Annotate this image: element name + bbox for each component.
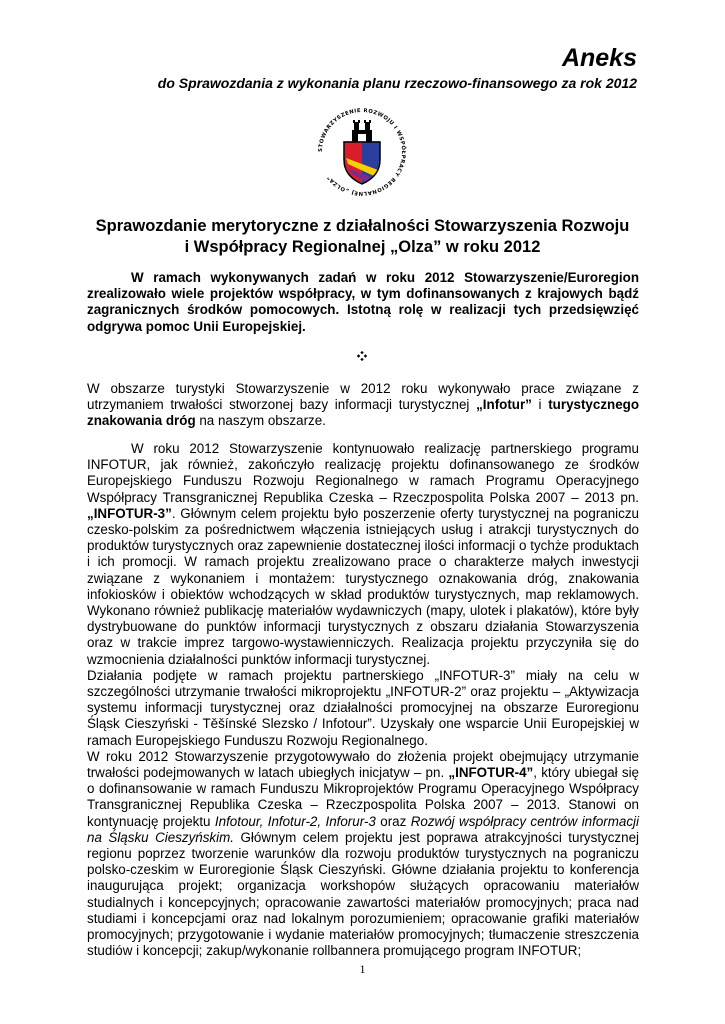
report-title: [60, 216, 665, 258]
tourism-paragraph: W obszarze turystyki Stowarzyszenie w 2012 roku wykonywało prace związane z utrzymaniem trwałości stworzonej bazy informacji turystycznej „Infotur” i turystycznego znakowania dróg na naszym obszarze.: [87, 381, 639, 429]
infotur-3-label: „INFOTUR-3”: [87, 505, 172, 521]
infotur-highlight: „Infotur”: [476, 397, 532, 413]
infotur-4-paragraph: W roku 2012 Stowarzyszenie przygotowywało do złożenia projekt obejmujący utrzymanie trwałości podejmowanych w latach ubiegłych inicjatyw – pn. „INFOTUR-4”, który ubiegał się o dofinansowanie w ramach Funduszu Mikroprojektów Programu Operacyjnego Współpracy Transgranicznej Republika Czeska – Rzeczpospolita Polska 2007 – 2013. Stanowi on kontynuację projektu Infotour, Infotur-2, Inforur-3 oraz Rozwój współpracy centrów informacji na Śląsku Cieszyńskim. Głównym celem projektu jest poprawa atrakcyjności turystycznej regionu poprzez tworzenie warunków dla rozwoju produktów turystycznych na pograniczu polsko-czeskim w Euroregionie Śląsk Cieszyński. Główne działania projektu to konferencja inaugurująca projekt; organizacja workshopów służących opracowaniu materiałów studialnych i koncepcyjnych; opracowanie zawartości materiałów promocyjnych; praca nad studiami i koncepcjami oraz nad lokalnym porozumieniem; opracowanie grafiki materiałów promocyjnych; przygotowanie i wydanie materiałów promocyjnych; tłumaczenie streszczenia studiów i koncepcji; zakup/wykonanie rollbannera promującego program INFOTUR;: [87, 748, 640, 959]
road-signage-highlight: turystycznego znakowania dróg: [87, 397, 639, 429]
annex-subtitle: do Sprawozdania z wykonania planu rzeczowo-finansowego za rok 2012: [157, 75, 637, 91]
castle-emblem-icon: [352, 120, 372, 142]
page-number: 1: [359, 962, 366, 976]
report-title-line-2: i Współpracy Regionalnej „Olza” w roku 2012: [184, 238, 541, 256]
logo-ring-text: STOWARZYSZENIE ROZWOJU I WSPÓŁPRACY REGIONALNEJ „OLZA”: [317, 107, 407, 197]
intro-paragraph: W ramach wykonywanych zadań w roku 2012 Stowarzyszenie/Euroregion zrealizowało wiele projektów współpracy, w tym dofinansowanych z krajowych bądź zagranicznych środków pomocowych. Istotną rolę w realizacji tych przedsięwzięć odgrywa pomoc Unii Europejskiej.: [87, 270, 639, 334]
shield-emblem-icon: [344, 142, 380, 184]
report-title-line-1: Sprawozdanie merytoryczne z działalności Stowarzyszenia Rozwoju: [95, 217, 630, 235]
infotur-3-paragraph: W roku 2012 Stowarzyszenie kontynuowało realizację partnerskiego programu INFOTUR, jak również, zakończyło realizację projektu dofinansowanego ze środków Europejskiego Funduszu Rozwoju Regionalnego w ramach Programu Operacyjnego Współpracy Transgranicznej Republika Czeska – Rzeczpospolita Polska 2007 – 2013 pn. „INFOTUR-3”. Głównym celem projektu było poszerzenie oferty turystycznej na pograniczu czesko-polskim za pośrednictwem włączenia istniejących usług i atrakcji turystycznych do produktów turystycznych oraz zapewnienie dostatecznej ilości informacji o tychże produktach i ich promocji. W ramach projektu zrealizowano prace o charakterze małych inwestycji związane z wykonaniem i montażem: turystycznego oznakowania dróg, znakowania infokiosków i obiektów wchodzących w skład produktów turystycznych, map reklamowych. Wykonano również publikację materiałów wydawniczych (mapy, ulotek i plakatów), które były dystrybuowane do punktów informacji turystycznych z obszaru działania Stowarzyszenia oraz w trakcie imprez targowo-wystawienniczych. Realizacja projektu przyczyniła się do wzmocnienia działalności punktów informacji turystycznej.: [87, 441, 639, 667]
partner-project-paragraph: Działania podjęte w ramach projektu partnerskiego „INFOTUR-3” miały na celu w szczególności utrzymanie trwałości mikroprojektu „INFOTUR-2” oraz projektu – „Aktywizacja systemu informacji turystycznej oraz działalności promocyjnej na obszarze Euroregionu Śląsk Cieszyński - Těšínské Slezsko / Infotour”. Uzyskały one wsparcie Unii Europejskiej w ramach Europejskiego Funduszu Rozwoju Regionalnego.: [87, 667, 639, 748]
report-body: [87, 441, 639, 960]
infotur-4-label: „INFOTUR-4”: [448, 765, 534, 781]
annex-title: Aneks: [561, 44, 637, 72]
diamond-bullet-icon: [357, 351, 367, 361]
olza-association-logo: [308, 100, 416, 200]
